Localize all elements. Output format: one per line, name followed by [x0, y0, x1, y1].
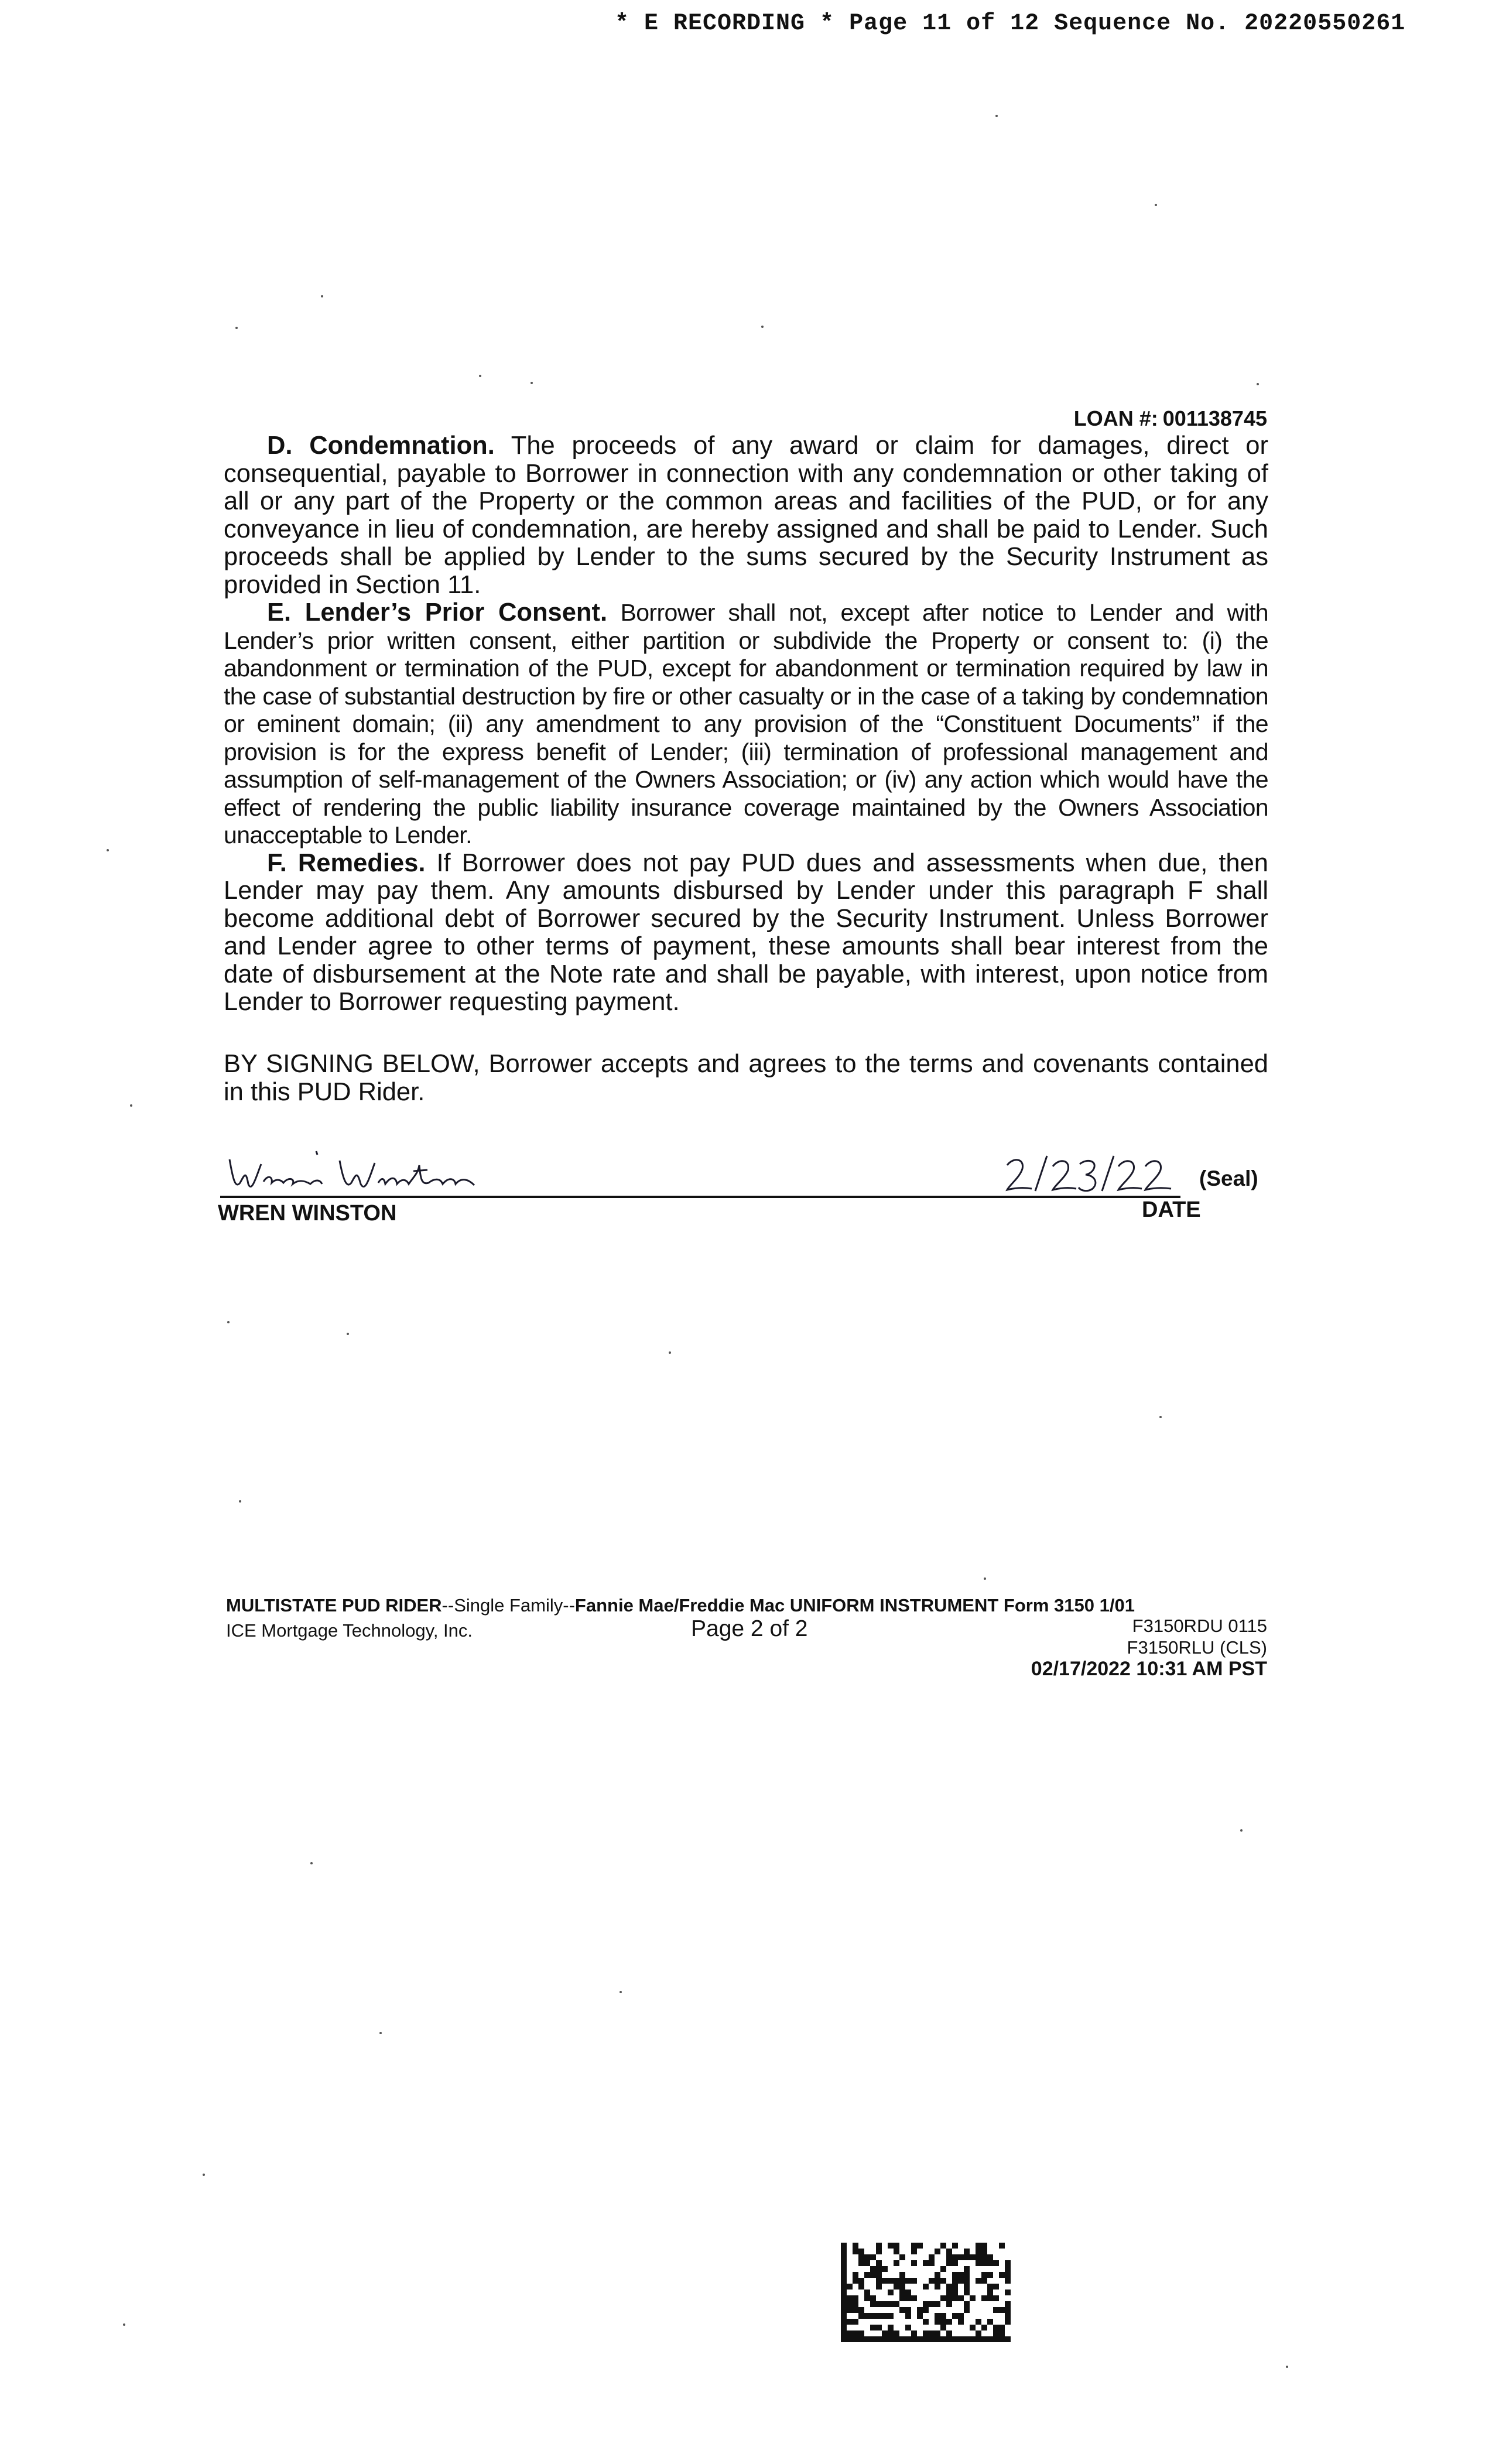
signing-statement: BY SIGNING BELOW, Borrower accepts and agrees to the terms and covenants contained in this PUD Rider. — [224, 1050, 1268, 1106]
handwritten-date-icon — [1001, 1152, 1195, 1199]
date-label: DATE — [1142, 1197, 1201, 1222]
form-code-1: F3150RDU 0115 — [1132, 1616, 1267, 1636]
company-name: ICE Mortgage Technology, Inc. — [226, 1620, 473, 1641]
loan-number-value: 001138745 — [1162, 406, 1267, 430]
section-e-text: Borrower shall not, except after notice to Lender and with Lender’s prior written consent, either partition or subdivide the Property or consent to: (i) the abandonment or termination of the PUD, except for abandonment or termination required by law in the case of substantial destruction by fire or other casualty or in the case of a taking by condemnation or eminent domain; (ii) any amendment to any provision of the “Constituent Documents” if the provision is for the express benefit of Lender; (iii) termination of professional management and assumption of self-management of the Owners Association; or (iv) any action which would have the effect of rendering the public liability insurance coverage maintained by the Owners Association unacceptable to Lender. — [224, 599, 1268, 848]
page-number: Page 2 of 2 — [691, 1616, 808, 1641]
section-e — [224, 599, 1268, 850]
rider-body — [224, 432, 1268, 1017]
form-title-rest: --Single Family-- — [442, 1595, 575, 1616]
handwritten-signature-icon — [223, 1148, 550, 1200]
form-title-bold: MULTISTATE PUD RIDER — [226, 1595, 442, 1616]
loan-number — [1074, 406, 1267, 431]
form-title-bold2: Fannie Mae/Freddie Mac UNIFORM INSTRUMENT Form 3150 1/01 — [574, 1595, 1135, 1616]
form-timestamp: 02/17/2022 10:31 AM PST — [1031, 1658, 1267, 1680]
section-f-text: If Borrower does not pay PUD dues and assessments when due, then Lender may pay them. Any amounts disbursed by Lender under this paragraph F shall become additional debt of Borrower secured by the Security Instrument. Unless Borrower and Lender agree to other terms of payment, these amounts shall bear interest from the date of disbursement at the Note rate and shall be payable, with interest, upon notice from Lender to Borrower requesting payment. — [224, 848, 1269, 1016]
recording-header: * E RECORDING * Page 11 of 12 Sequence No. 20220550261 — [615, 11, 1406, 37]
2d-barcode-icon — [841, 2243, 1011, 2342]
section-d — [224, 432, 1268, 599]
form-title — [226, 1595, 1135, 1616]
section-f — [224, 850, 1268, 1017]
section-d-heading: D. Condemnation. — [267, 432, 495, 460]
loan-label: LOAN #: — [1073, 406, 1158, 430]
section-f-heading: F. Remedies. — [267, 848, 426, 877]
seal-label: (Seal) — [1199, 1166, 1258, 1190]
section-d-text: The proceeds of any award or claim for damages, direct or consequential, payable to Borrower in connection with any condemnation or other taking of all or any part of the Property or the common areas and facilities of the PUD, or for any conveyance in lieu of condemnation, are hereby assigned and shall be paid to Lender. Such proceeds shall be applied by Lender to the sums secured by the Security Instrument as provided in Section 11. — [224, 432, 1268, 599]
form-codes — [1031, 1615, 1267, 1680]
section-e-heading: E. Lender’s Prior Consent. — [267, 598, 608, 627]
borrower-printed-name: WREN WINSTON — [218, 1201, 397, 1226]
signature-line — [220, 1196, 1180, 1198]
form-code-2: F3150RLU (CLS) — [1127, 1637, 1267, 1658]
